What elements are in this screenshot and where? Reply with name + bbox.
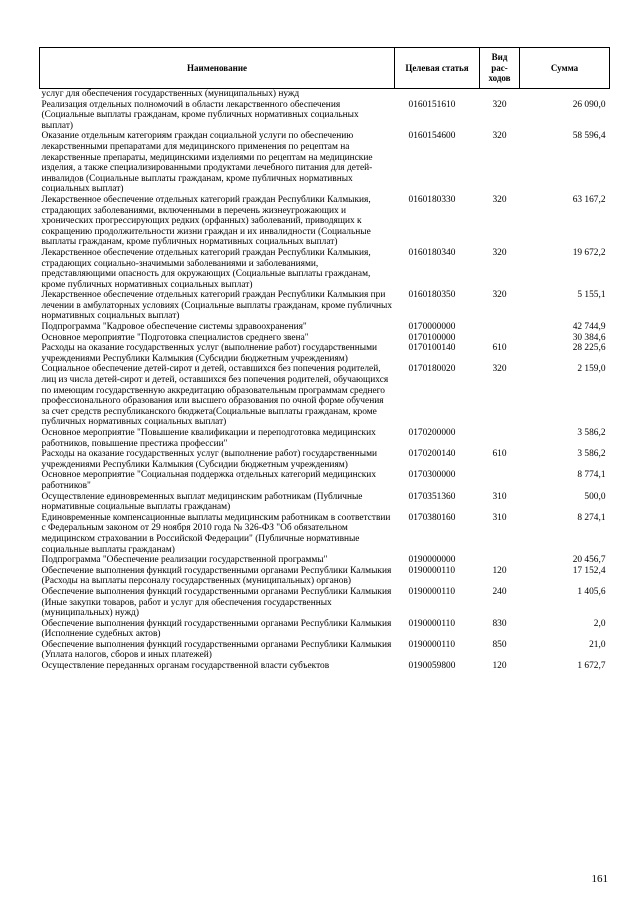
table-row [40, 100, 610, 132]
cell-target-article: 0170380160 [408, 512, 456, 523]
cell-expense-type [480, 89, 520, 100]
cell-target-article [395, 89, 480, 100]
cell-target-article: 0170351360 [408, 491, 456, 502]
table-row [40, 322, 610, 333]
table-row [40, 640, 610, 661]
cell-target-article: 0160151610 [408, 99, 456, 110]
cell-target-article: 0190000000 [408, 555, 456, 566]
cell-target-article: 0170000000 [408, 322, 456, 333]
header-expense-type-line1: Вид [491, 52, 508, 63]
cell-sum: 2 159,0 [577, 364, 606, 375]
cell-target-article: 0170200140 [408, 449, 456, 460]
cell-target-article: 0190000110 [408, 618, 456, 629]
cell-name: Подпрограмма "Обеспечение реализации государственной программы" [41, 555, 328, 566]
cell-sum: 17 152,4 [572, 565, 606, 576]
cell-name: Основное мероприятие "Социальная поддержка отдельных категорий медицинских работников" [41, 470, 377, 491]
table-row [40, 333, 610, 344]
cell-target-article: 0160154600 [408, 131, 456, 142]
cell-name: Обеспечение выполнения функций государственными органами Республики Калмыкия (Уплата налогов, сборов и иных платежей) [41, 639, 392, 661]
table-row [40, 619, 610, 640]
cell-sum: 21,0 [589, 639, 606, 650]
cell-sum: 19 672,2 [572, 247, 606, 258]
cell-target-article: 0170100000 [408, 332, 456, 343]
cell-expense-type: 850 [492, 639, 507, 650]
cell-name: Оказание отдельным категориям граждан социальной услуги по обеспечению лекарственными препаратами для медицинского применения по рецептам на лекарственные препараты, медицинскими изделиями по рецептам на медицинские изделия, а также специализированными продуктами лечебного питания для детей-инвалидов (Социальные выплаты гражданам, кроме публичных нормативных социальных выплат) [41, 131, 373, 195]
cell-target-article: 0190059800 [408, 661, 456, 672]
cell-sum: 3 586,2 [577, 449, 606, 460]
table-row [40, 248, 610, 290]
cell-name: Единовременные компенсационные выплаты медицинским работникам в соответствии с Федеральным законом от 29 ноября 2010 года № 326-ФЗ "Об обязательном медицинском страховании в Российской Федерации" (Публичные нормативные социальные выплаты гражданам) [41, 512, 391, 555]
cell-expense-type: 320 [492, 131, 507, 142]
header-name: Наименование [40, 48, 395, 89]
cell-target-article: 0170300000 [408, 470, 456, 481]
cell-name: Обеспечение выполнения функций государственными органами Республики Калмыкия (Расходы на выплаты персоналу государственных (муниципальных) органов) [41, 565, 392, 587]
cell-target-article: 0190000110 [408, 586, 456, 597]
cell-name: Осуществление переданных органам государственной власти субъектов [41, 661, 330, 672]
cell-name: услуг для обеспечения государственных (муниципальных) нужд [41, 89, 300, 99]
cell-expense-type: 610 [492, 449, 507, 460]
table-row [40, 587, 610, 619]
cell-sum: 1 405,6 [577, 586, 606, 597]
cell-name: Подпрограмма "Кадровое обеспечение системы здравоохранения" [41, 322, 307, 333]
cell-sum: 1 672,7 [577, 661, 606, 672]
cell-expense-type: 310 [492, 512, 507, 523]
cell-expense-type: 320 [492, 247, 507, 258]
table-row [40, 513, 610, 555]
table-row [40, 364, 610, 428]
cell-sum: 20 456,7 [572, 555, 606, 566]
cell-expense-type: 310 [492, 491, 507, 502]
table-row [40, 449, 610, 470]
cell-expense-type: 830 [492, 618, 507, 629]
table-row [40, 470, 610, 491]
cell-expense-type: 240 [492, 586, 507, 597]
cell-expense-type [480, 470, 520, 491]
cell-sum: 5 155,1 [577, 290, 606, 301]
cell-expense-type [480, 322, 520, 333]
cell-name: Расходы на оказание государственных услуг (выполнение работ) государственными учреждениями Республики Калмыкия (Субсидии бюджетным учреждениям) [41, 343, 378, 364]
cell-sum: 500,0 [584, 491, 606, 502]
table-body [40, 89, 610, 672]
table-row [40, 131, 610, 195]
cell-name: Обеспечение выполнения функций государственными органами Республики Калмыкия (Исполнение судебных актов) [41, 618, 392, 640]
cell-sum: 28 225,6 [572, 343, 606, 354]
cell-sum: 8 274,1 [577, 512, 606, 523]
cell-target-article: 0170200000 [408, 428, 456, 438]
cell-sum: 42 744,9 [572, 322, 606, 333]
table-header [40, 48, 610, 89]
cell-sum: 30 384,6 [572, 332, 606, 343]
cell-name: Основное мероприятие "Повышение квалификации и переподготовка медицинских работников, повышение престижа профессии" [41, 428, 376, 449]
cell-sum: 58 596,4 [572, 131, 606, 142]
cell-expense-type: 320 [492, 194, 507, 205]
table-row [40, 290, 610, 322]
cell-target-article: 0190000110 [408, 565, 456, 576]
table-row [40, 428, 610, 449]
cell-sum: 3 586,2 [577, 428, 606, 438]
cell-sum: 26 090,0 [572, 99, 606, 110]
cell-name: Основное мероприятие "Подготовка специалистов среднего звена" [41, 332, 309, 343]
cell-expense-type: 120 [492, 565, 507, 576]
cell-expense-type: 120 [492, 661, 507, 672]
cell-target-article: 0160180330 [408, 194, 456, 205]
cell-name: Социальное обеспечение детей-сирот и детей, оставшихся без попечения родителей, лиц из числа детей-сирот и детей, оставшихся без попечения родителей, обучающихся по имеющим государственную аккредитацию образовательным программам среднего профессионального образования или высшего образования по очной форме обучения за счет средств республиканского бюджета(Социальные выплаты гражданам, кроме публичных нормативных социальных выплат) [41, 364, 389, 428]
table-row [40, 89, 610, 100]
cell-target-article: 0160180350 [408, 290, 456, 301]
cell-name: Обеспечение выполнения функций государственными органами Республики Калмыкия (Иные закупки товаров, работ и услуг для обеспечения государственных (муниципальных) нужд) [41, 586, 392, 619]
header-expense-type-line3: ходов [488, 73, 511, 84]
table-row [40, 566, 610, 587]
budget-table [39, 47, 610, 672]
cell-target-article: 0160180340 [408, 247, 456, 258]
table-row [40, 661, 610, 672]
table-row [40, 555, 610, 566]
page-number: 161 [591, 873, 608, 885]
cell-name: Лекарственное обеспечение отдельных категорий граждан Республики Калмыкия, страдающих социально-значимыми заболеваниями и заболеваниями, представляющими опасность для окружающих (Социальные выплаты гражданам, кроме публичных нормативных социальных выплат) [41, 247, 371, 290]
cell-sum: 8 774,1 [577, 470, 606, 481]
table-row [40, 195, 610, 248]
header-sum: Сумма [520, 48, 610, 89]
cell-expense-type [480, 555, 520, 566]
cell-expense-type [480, 333, 520, 344]
header-code: Целевая статья [395, 48, 480, 89]
cell-target-article: 0170100140 [408, 343, 456, 354]
cell-sum [520, 89, 610, 100]
table-row [40, 492, 610, 513]
cell-expense-type: 610 [492, 343, 507, 354]
cell-target-article: 0170180020 [408, 364, 456, 375]
cell-name: Реализация отдельных полномочий в области лекарственного обеспечения (Социальные выплаты гражданам, кроме публичных нормативных социальных выплат) [41, 99, 359, 131]
cell-expense-type [480, 428, 520, 449]
cell-expense-type: 320 [492, 364, 507, 375]
cell-sum: 2,0 [593, 618, 606, 629]
header-expense-type [480, 48, 520, 89]
cell-target-article: 0190000110 [408, 639, 456, 650]
cell-name: Осуществление единовременных выплат медицинским работникам (Публичные нормативные социальные выплаты гражданам) [41, 491, 363, 513]
cell-name: Лекарственное обеспечение отдельных категорий граждан Республики Калмыкия, страдающих заболеваниями, включенными в перечень жизнеугрожающих и хронических прогрессирующих редких (орфанных) заболеваний, приводящих к сокращению продолжительности жизни граждан и их инвалидности (Социальные выплаты гражданам, кроме публичных нормативных социальных выплат) [41, 194, 371, 248]
cell-name: Расходы на оказание государственных услуг (выполнение работ) государственными учреждениями Республики Калмыкия (Субсидии бюджетным учреждениям) [41, 449, 378, 470]
header-expense-type-line2: рас- [491, 62, 508, 73]
cell-name: Лекарственное обеспечение отдельных категорий граждан Республики Калмыкия при лечении в амбулаторных условиях (Социальные выплаты гражданам, кроме публичных нормативных социальных выплат) [41, 290, 393, 322]
cell-sum: 63 167,2 [572, 194, 606, 205]
table-row [40, 343, 610, 364]
cell-expense-type: 320 [492, 99, 507, 110]
cell-expense-type: 320 [492, 290, 507, 301]
